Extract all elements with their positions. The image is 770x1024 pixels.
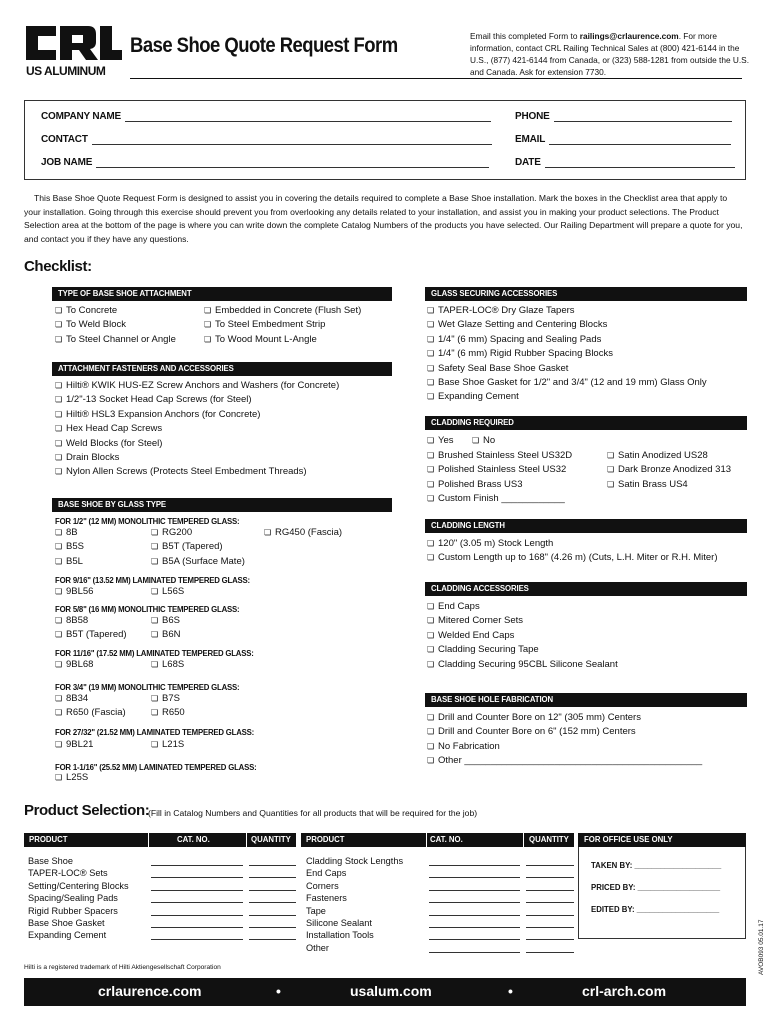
edited-by-field[interactable]: EDITED BY: ___________________ xyxy=(591,905,720,914)
title-rule xyxy=(130,78,742,79)
product-row: Fasteners xyxy=(306,893,347,904)
checkbox-glass[interactable]: ❏ L56S xyxy=(151,585,184,599)
glass-group-heading: FOR 3/4" (19 MM) MONOLITHIC TEMPERED GLASS: xyxy=(55,683,240,692)
trademark-note: Hilti is a registered trademark of Hilti Aktiengesellschaft Corporation xyxy=(24,964,221,971)
section-glass-type: BASE SHOE BY GLASS TYPE xyxy=(52,498,392,512)
checkbox-cladding-custom[interactable]: ❏ Custom Finish ____________ xyxy=(427,492,572,506)
checklist-heading: Checklist: xyxy=(24,258,92,275)
fill-in-line[interactable] xyxy=(429,877,520,878)
email-field[interactable]: EMAIL xyxy=(515,134,731,145)
product-row: Expanding Cement xyxy=(28,930,107,941)
fill-in-line[interactable] xyxy=(429,915,520,916)
glass-g3-col-a xyxy=(55,614,127,643)
fill-in-line[interactable] xyxy=(249,890,296,891)
fill-in-line[interactable] xyxy=(526,877,574,878)
checkbox-cladding[interactable]: ❏ Polished Brass US3 xyxy=(427,478,572,492)
logo-subtext: US ALUMINUM xyxy=(26,64,106,78)
section-cladding-required: CLADDING REQUIRED xyxy=(425,416,747,430)
product-list-left xyxy=(28,855,129,942)
footer-link-usalum[interactable]: usalum.com xyxy=(350,983,432,999)
office-use-header: FOR OFFICE USE ONLY xyxy=(578,833,746,847)
checkbox-fastener[interactable]: ❏ Nylon Allen Screws (Protects Steel Embedment Threads) xyxy=(55,465,339,479)
fill-in-line[interactable] xyxy=(526,902,574,903)
glass-group-heading: FOR 27/32" (21.52 MM) LAMINATED TEMPERED GLASS: xyxy=(55,728,255,737)
checkbox-to-concrete[interactable]: ❏ To Concrete xyxy=(55,304,176,318)
glass-group-heading: FOR 5/8" (16 MM) MONOLITHIC TEMPERED GLASS: xyxy=(55,605,240,614)
fill-in-line[interactable] xyxy=(151,927,243,928)
document-code: AVOB093 05.01.17 xyxy=(758,919,765,975)
checkbox-securing[interactable]: ❏ 1/4" (6 mm) Spacing and Sealing Pads xyxy=(427,333,707,347)
checkbox-length[interactable]: ❏ 120" (3.05 m) Stock Length xyxy=(427,537,718,551)
checkbox-glass[interactable]: ❏ 8B58 xyxy=(55,614,127,628)
fill-in-line[interactable] xyxy=(429,952,520,953)
product-row: Corners xyxy=(306,880,339,891)
product-row: Cladding Stock Lengths xyxy=(306,856,404,866)
checkbox-cladding-yes[interactable]: ❏ Yes xyxy=(427,434,454,448)
contact-info-box xyxy=(24,100,746,180)
checkbox-cladding-acc[interactable]: ❏ Mitered Corner Sets xyxy=(427,614,618,628)
section-cladding-accessories: CLADDING ACCESSORIES xyxy=(425,582,747,596)
glass-group-heading: FOR 11/16" (17.52 MM) LAMINATED TEMPERED GLASS: xyxy=(55,649,254,658)
fill-in-line[interactable] xyxy=(151,939,243,940)
checkbox-glass[interactable]: ❏ L68S xyxy=(151,658,184,672)
checkbox-cladding[interactable]: ❏ Brushed Stainless Steel US32D xyxy=(427,449,572,463)
checkbox-glass[interactable]: ❏ 9BL21 xyxy=(55,738,93,752)
checkbox-glass[interactable]: ❏ B5T (Tapered) xyxy=(55,628,127,642)
checkbox-glass[interactable]: ❏ L21S xyxy=(151,738,184,752)
checkbox-glass[interactable]: ❏ R650 (Fascia) xyxy=(55,706,126,720)
section-glass-securing: GLASS SECURING ACCESSORIES xyxy=(425,287,747,301)
checkbox-glass[interactable]: ❏ 9BL68 xyxy=(55,658,93,672)
product-row: Spacing/Sealing Pads xyxy=(28,893,118,904)
checkbox-glass[interactable]: ❏ B7S xyxy=(151,692,185,706)
fill-in-line[interactable] xyxy=(249,927,296,928)
checkbox-cladding[interactable]: ❏ Polished Stainless Steel US32 xyxy=(427,463,572,477)
checkbox-glass[interactable]: ❏ R650 xyxy=(151,706,185,720)
checkbox-cladding[interactable]: ❏ Dark Bronze Anodized 313 xyxy=(607,463,731,477)
checkbox-securing[interactable]: ❏ 1/4" (6 mm) Rigid Rubber Spacing Blocks xyxy=(427,347,707,361)
checkbox-cladding-acc[interactable]: ❏ End Caps xyxy=(427,600,618,614)
checkbox-glass[interactable]: ❏ 8B34 xyxy=(55,692,126,706)
fill-in-line[interactable] xyxy=(526,927,574,928)
glass-group-heading: FOR 1/2" (12 MM) MONOLITHIC TEMPERED GLASS: xyxy=(55,517,240,526)
checkbox-securing[interactable]: ❏ Wet Glaze Setting and Centering Blocks xyxy=(427,318,707,332)
checkbox-fastener[interactable]: ❏ Weld Blocks (for Steel) xyxy=(55,437,339,451)
checkbox-to-steel-channel[interactable]: ❏ To Steel Channel or Angle xyxy=(55,333,176,347)
fill-in-line[interactable] xyxy=(249,865,296,866)
checkbox-cladding[interactable]: ❏ Satin Brass US4 xyxy=(607,478,731,492)
securing-list xyxy=(427,304,707,405)
fill-in-line[interactable] xyxy=(151,877,243,878)
checkbox-cladding[interactable]: ❏ Satin Anodized US28 xyxy=(607,449,731,463)
checkbox-steel-embedment-strip[interactable]: ❏ To Steel Embedment Strip xyxy=(204,318,361,332)
checkbox-length[interactable]: ❏ Custom Length up to 168" (4.26 m) (Cuts, L.H. Miter or R.H. Miter) xyxy=(427,551,718,565)
date-field[interactable]: DATE xyxy=(515,157,735,168)
fill-in-line[interactable] xyxy=(249,902,296,903)
checkbox-embedded-concrete[interactable]: ❏ Embedded in Concrete (Flush Set) xyxy=(204,304,361,318)
checkbox-glass[interactable]: ❏ B5S xyxy=(55,540,84,554)
checkbox-hole[interactable]: ❏ Drill and Counter Bore on 12" (305 mm) Centers xyxy=(427,711,702,725)
footer-link-crl-arch[interactable]: crl-arch.com xyxy=(582,983,667,999)
col-product: PRODUCT xyxy=(29,835,68,844)
checkbox-glass[interactable]: ❏ 8B xyxy=(55,526,84,540)
product-selection-note: (Fill in Catalog Numbers and Quantities for all products that will be required for the job) xyxy=(148,808,478,818)
contact-field[interactable]: CONTACT xyxy=(41,134,492,145)
page-title: Base Shoe Quote Request Form xyxy=(130,34,398,57)
checkbox-securing[interactable]: ❏ Expanding Cement xyxy=(427,390,707,404)
fill-in-line[interactable] xyxy=(249,877,296,878)
section-hole-fabrication: BASE SHOE HOLE FABRICATION xyxy=(425,693,747,707)
checkbox-securing[interactable]: ❏ TAPER-LOC® Dry Glaze Tapers xyxy=(427,304,707,318)
fill-in-line[interactable] xyxy=(429,890,520,891)
job-name-field[interactable]: JOB NAME xyxy=(41,157,489,168)
checkbox-glass[interactable]: ❏ B6S xyxy=(151,614,180,628)
product-row: End Caps xyxy=(306,868,347,879)
fill-in-line[interactable] xyxy=(526,865,574,866)
checkbox-glass[interactable]: ❏ B5A (Surface Mate) xyxy=(151,555,245,569)
glass-g5-col-b xyxy=(151,692,185,721)
checkbox-glass[interactable]: ❏ B5T (Tapered) xyxy=(151,540,245,554)
footer-bar xyxy=(24,978,746,1006)
fill-in-line[interactable] xyxy=(249,939,296,940)
product-row: Installation Tools xyxy=(306,930,374,941)
product-table-header-left xyxy=(24,833,296,847)
fill-in-line[interactable] xyxy=(429,939,520,940)
footer-bullet: • xyxy=(508,983,513,999)
product-row: Tape xyxy=(306,905,326,916)
glass-group-heading: FOR 1-1/16" (25.52 MM) LAMINATED TEMPERED GLASS: xyxy=(55,763,257,772)
checkbox-glass[interactable]: ❏ 9BL56 xyxy=(55,585,93,599)
checkbox-to-weld-block[interactable]: ❏ To Weld Block xyxy=(55,318,176,332)
fill-in-line[interactable] xyxy=(151,902,243,903)
glass-g5-col-a xyxy=(55,692,126,721)
fill-in-line[interactable] xyxy=(151,865,243,866)
length-list xyxy=(427,537,718,566)
checkbox-cladding-acc[interactable]: ❏ Welded End Caps xyxy=(427,629,618,643)
attachment-left-list xyxy=(55,304,176,347)
company-name-field[interactable]: COMPANY NAME xyxy=(41,111,491,122)
glass-g3-col-b xyxy=(151,614,180,643)
checkbox-hole[interactable]: ❏ No Fabrication xyxy=(427,740,702,754)
fill-in-line[interactable] xyxy=(429,902,520,903)
col-cat-no: CAT. NO. xyxy=(177,835,210,844)
col-product: PRODUCT xyxy=(306,835,345,844)
checkbox-hole-other[interactable]: ❏ Other _____________________________________________ xyxy=(427,754,702,768)
col-cat-no: CAT. NO. xyxy=(430,835,463,844)
fill-in-line[interactable] xyxy=(526,890,574,891)
intro-paragraph: This Base Shoe Quote Request Form is designed to assist you in covering the details required to complete a Base Shoe installation. Mark the boxes in the Checklist area that apply to your installation. Going through this exercise should prevent you from overlooking any details related to your installation, and assist you in making your product selections. The Product Selection area at the bottom of the page is where you can write down the complete Catalog Numbers of the products you have selected. Our Railing Department will prepare a quote for you, and contact you if they have any questions. xyxy=(24,193,743,244)
footer-link-crlaurence[interactable]: crlaurence.com xyxy=(98,983,202,999)
priced-by-field[interactable]: PRICED BY: ___________________ xyxy=(591,883,721,892)
cladding-left-list xyxy=(427,449,572,507)
fasteners-list xyxy=(55,379,339,480)
contact-note: Email this completed Form to railings@crlaurence.com. For more information, contact CRL Railing Technical Sales at (800) 421-6144 in the U.S., (877) 421-6144 from Canada, or (323) 588-1281 from outside the U.S. and Canada. Ask for extension 7730. xyxy=(470,31,750,77)
checkbox-fastener[interactable]: ❏ 1/2"-13 Socket Head Cap Screws (for Steel) xyxy=(55,393,339,407)
product-row: Rigid Rubber Spacers xyxy=(28,905,118,916)
footer-bullet: • xyxy=(276,983,281,999)
fill-in-line[interactable] xyxy=(526,952,574,953)
col-quantity: QUANTITY xyxy=(529,835,569,844)
section-attachment-type: TYPE OF BASE SHOE ATTACHMENT xyxy=(52,287,392,301)
checkbox-glass[interactable]: ❏ RG200 xyxy=(151,526,245,540)
checkbox-cladding-acc[interactable]: ❏ Cladding Securing Tape xyxy=(427,643,618,657)
section-fasteners: ATTACHMENT FASTENERS AND ACCESSORIES xyxy=(52,362,392,376)
fill-in-line[interactable] xyxy=(151,915,243,916)
checkbox-fastener[interactable]: ❏ Hex Head Cap Screws xyxy=(55,422,339,436)
product-row: Base Shoe Gasket xyxy=(28,918,105,929)
checkbox-glass[interactable]: ❏ L25S xyxy=(55,771,88,785)
fill-in-line[interactable] xyxy=(249,915,296,916)
attachment-right-list xyxy=(204,304,361,347)
fill-in-line[interactable] xyxy=(526,915,574,916)
phone-field[interactable]: PHONE xyxy=(515,111,732,122)
fill-in-line[interactable] xyxy=(429,927,520,928)
product-row: Silicone Sealant xyxy=(306,918,372,929)
glass-g1-col-a xyxy=(55,526,84,569)
cladding-acc-list xyxy=(427,600,618,672)
checkbox-glass[interactable]: ❏ B6N xyxy=(151,628,180,642)
crl-logo xyxy=(24,22,124,80)
contact-email-link[interactable]: railings@crlaurence.com xyxy=(579,31,679,41)
fill-in-line[interactable] xyxy=(429,865,520,866)
section-cladding-length: CLADDING LENGTH xyxy=(425,519,747,533)
checkbox-securing[interactable]: ❏ Safety Seal Base Shoe Gasket xyxy=(427,362,707,376)
checkbox-fastener[interactable]: ❏ Hilti® KWIK HUS-EZ Screw Anchors and Washers (for Concrete) xyxy=(55,379,339,393)
glass-g1-col-b xyxy=(151,526,245,569)
product-table-header-right xyxy=(301,833,574,847)
fill-in-line[interactable] xyxy=(151,890,243,891)
checkbox-fastener[interactable]: ❏ Drain Blocks xyxy=(55,451,339,465)
checkbox-securing[interactable]: ❏ Base Shoe Gasket for 1/2" and 3/4" (12 and 19 mm) Glass Only xyxy=(427,376,707,390)
checkbox-glass[interactable]: ❏ RG450 (Fascia) xyxy=(264,526,342,540)
checkbox-hole[interactable]: ❏ Drill and Counter Bore on 6" (152 mm) Centers xyxy=(427,725,702,739)
checkbox-cladding-acc[interactable]: ❏ Cladding Securing 95CBL Silicone Sealant xyxy=(427,658,618,672)
product-row: TAPER-LOC® Sets xyxy=(28,868,108,879)
office-use-box xyxy=(578,847,746,939)
product-list-right xyxy=(306,855,403,954)
hole-list xyxy=(427,711,702,769)
col-quantity: QUANTITY xyxy=(251,835,291,844)
checkbox-cladding-no[interactable]: ❏ No xyxy=(472,434,495,448)
product-row: Setting/Centering Blocks xyxy=(28,880,129,891)
product-row: Base Shoe xyxy=(28,856,73,866)
product-row: Other xyxy=(306,942,329,953)
checkbox-fastener[interactable]: ❏ Hilti® HSL3 Expansion Anchors (for Concrete) xyxy=(55,408,339,422)
checkbox-glass[interactable]: ❏ B5L xyxy=(55,555,84,569)
cladding-right-list xyxy=(607,449,731,492)
glass-group-heading: FOR 9/16" (13.52 MM) LAMINATED TEMPERED GLASS: xyxy=(55,576,250,585)
taken-by-field[interactable]: TAKEN BY: ____________________ xyxy=(591,861,722,870)
checkbox-wood-mount[interactable]: ❏ To Wood Mount L-Angle xyxy=(204,333,361,347)
product-selection-heading: Product Selection: xyxy=(24,802,150,819)
fill-in-line[interactable] xyxy=(526,939,574,940)
